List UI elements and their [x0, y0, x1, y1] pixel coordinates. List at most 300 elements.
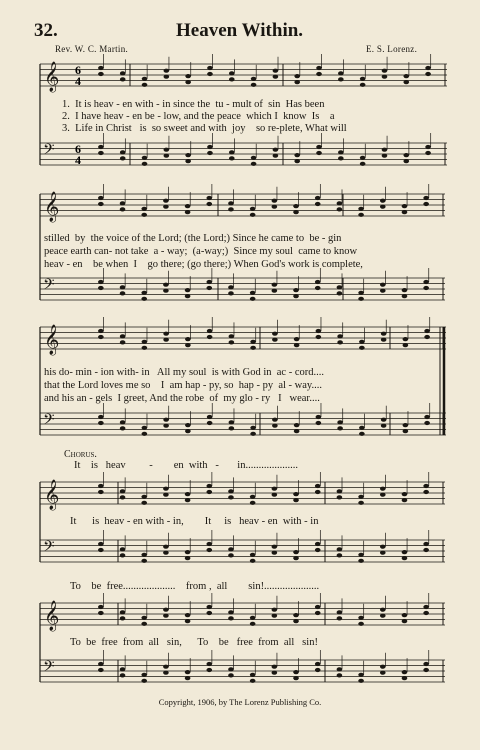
note-head [163, 205, 169, 209]
note-head [98, 145, 104, 149]
note-head [163, 418, 169, 422]
note-head [142, 156, 148, 160]
note-head [315, 484, 321, 488]
note-head [185, 343, 191, 347]
hymn-number: 32. [34, 20, 58, 41]
note-head [250, 501, 256, 505]
note-head [206, 196, 212, 200]
note-head [98, 662, 104, 666]
note-head [120, 673, 126, 677]
note-head [402, 619, 408, 623]
note-head [272, 199, 278, 203]
note-head [402, 556, 408, 560]
note-head [358, 291, 364, 295]
note-head [163, 289, 169, 293]
note-head [382, 148, 388, 152]
chorus-label: Chorus. [64, 449, 97, 460]
hymn-title: Heaven Within. [176, 20, 304, 41]
note-head [250, 291, 256, 295]
note-head [316, 415, 322, 419]
note-head [185, 153, 191, 157]
note-head [98, 548, 104, 552]
note-head [163, 551, 169, 555]
note-head [360, 83, 366, 87]
note-head [163, 608, 169, 612]
note-head [315, 548, 321, 552]
note-head [381, 424, 387, 428]
chorus-line-1-upper: It is heav - en with - in.................... [74, 460, 298, 471]
note-head [358, 213, 364, 217]
note-head [380, 671, 386, 675]
note-head [403, 337, 409, 341]
time-signature-top: 6 [75, 142, 81, 156]
note-head [163, 338, 169, 342]
time-signature-bottom: 4 [75, 153, 81, 167]
note-head [273, 75, 279, 79]
note-head [382, 154, 388, 158]
note-head [293, 492, 299, 496]
note-head [380, 608, 386, 612]
note-head [120, 156, 126, 160]
note-head [272, 205, 278, 209]
note-head [337, 616, 343, 620]
note-head [163, 424, 169, 428]
note-head [293, 210, 299, 214]
note-head [293, 556, 299, 560]
note-head [316, 329, 322, 333]
note-head [402, 492, 408, 496]
note-head [164, 154, 170, 158]
note-head [120, 71, 126, 75]
note-head [207, 415, 213, 419]
note-head [315, 286, 321, 290]
note-head [382, 69, 388, 73]
note-head [358, 297, 364, 301]
verse-2-line-3: that the Lord loves me so I am hap - py, so hap - py al - way.... [44, 380, 322, 391]
note-head [402, 204, 408, 208]
note-head [402, 613, 408, 617]
verse-3-line-3: and his an - gels I greet, And the robe of my glo - ry I wear.... [44, 393, 320, 404]
note-head [293, 619, 299, 623]
note-head [360, 162, 366, 166]
note-head [423, 542, 429, 546]
note-head [315, 280, 321, 284]
note-head [423, 548, 429, 552]
note-head [229, 420, 235, 424]
note-head [337, 201, 343, 205]
note-head [315, 542, 321, 546]
note-head [206, 490, 212, 494]
note-head [142, 346, 148, 350]
note-head [98, 286, 104, 290]
note-head [185, 423, 191, 427]
note-head [98, 611, 104, 615]
verse-1-line-2: stilled by the voice of the Lord; (the Lord;) Since he came to be - gin [44, 233, 342, 244]
note-head [293, 288, 299, 292]
note-head [424, 421, 430, 425]
note-head [337, 426, 343, 430]
note-head [141, 297, 147, 301]
note-head [358, 207, 364, 211]
note-head [185, 613, 191, 617]
note-head [120, 616, 126, 620]
note-head [293, 613, 299, 617]
note-head [380, 614, 386, 618]
bass-clef-icon: 𝄢 [43, 141, 55, 162]
note-head [185, 429, 191, 433]
note-head [98, 490, 104, 494]
note-head [120, 553, 126, 557]
note-head [403, 153, 409, 157]
note-head [98, 484, 104, 488]
note-head [293, 294, 299, 298]
note-head [403, 80, 409, 84]
note-head [206, 286, 212, 290]
note-head [250, 207, 256, 211]
note-head [337, 285, 343, 289]
note-head [402, 294, 408, 298]
note-head [272, 665, 278, 669]
note-head [98, 605, 104, 609]
note-head [402, 288, 408, 292]
note-head [229, 334, 235, 338]
note-head [98, 151, 104, 155]
note-head [141, 553, 147, 557]
note-head [206, 542, 212, 546]
note-head [424, 335, 430, 339]
note-head [185, 550, 191, 554]
note-head [294, 337, 300, 341]
note-head [250, 297, 256, 301]
note-head [425, 151, 431, 155]
note-head [141, 559, 147, 563]
note-head [228, 207, 234, 211]
note-head [207, 66, 213, 70]
note-head [337, 673, 343, 677]
note-head [250, 673, 256, 677]
treble-clef-icon: 𝄞 [44, 192, 60, 222]
note-head [163, 665, 169, 669]
note-head [163, 545, 169, 549]
note-head [294, 80, 300, 84]
note-head [380, 487, 386, 491]
note-head [402, 498, 408, 502]
note-head [293, 676, 299, 680]
note-head [120, 291, 126, 295]
note-head [272, 487, 278, 491]
verse-1-line-3: his do- min - ion with- in All my soul is with God in ac - cord.... [44, 367, 324, 378]
note-head [337, 547, 343, 551]
note-head [98, 72, 104, 76]
note-head [206, 202, 212, 206]
note-head [141, 207, 147, 211]
note-head [337, 420, 343, 424]
note-head [163, 487, 169, 491]
note-head [403, 423, 409, 427]
author-credit: Rev. W. C. Martin. [55, 44, 129, 54]
note-head [402, 550, 408, 554]
verse-3-line-1: 3. Life in Christ is so sweet and with joy so re-plete, What will [62, 123, 347, 134]
note-head [425, 145, 431, 149]
note-head [272, 283, 278, 287]
note-head [185, 74, 191, 78]
note-head [272, 418, 278, 422]
note-head [98, 66, 104, 70]
note-head [228, 610, 234, 614]
note-head [423, 286, 429, 290]
note-head [229, 426, 235, 430]
note-head [337, 610, 343, 614]
note-head [272, 614, 278, 618]
chorus-line-1-lower: It is heav - en with - in, It is heav - en with - in [70, 516, 319, 527]
note-head [164, 69, 170, 73]
note-head [425, 66, 431, 70]
note-head [316, 66, 322, 70]
note-head [251, 156, 257, 160]
note-head [141, 495, 147, 499]
note-head [185, 294, 191, 298]
note-head [120, 150, 126, 154]
note-head [185, 288, 191, 292]
note-head [163, 283, 169, 287]
note-head [163, 493, 169, 497]
note-head [293, 550, 299, 554]
note-head [402, 676, 408, 680]
note-head [337, 334, 343, 338]
note-head [164, 148, 170, 152]
note-head [358, 495, 364, 499]
note-head [250, 340, 256, 344]
note-head [98, 280, 104, 284]
note-head [120, 547, 126, 551]
copyright-notice: Copyright, 1906, by The Lorenz Publishing Co. [158, 697, 322, 707]
note-head [229, 77, 235, 81]
note-head [403, 429, 409, 433]
note-head [120, 334, 126, 338]
note-head [359, 346, 365, 350]
note-head [423, 662, 429, 666]
note-head [207, 151, 213, 155]
note-head [164, 75, 170, 79]
note-head [185, 676, 191, 680]
note-head [185, 204, 191, 208]
note-head [206, 280, 212, 284]
bass-clef-icon: 𝄢 [43, 538, 55, 559]
note-head [337, 495, 343, 499]
note-head [120, 77, 126, 81]
note-head [358, 616, 364, 620]
note-head [206, 548, 212, 552]
note-head [228, 547, 234, 551]
note-head [185, 556, 191, 560]
note-head [228, 673, 234, 677]
note-head [228, 616, 234, 620]
note-head [273, 148, 279, 152]
note-head [185, 670, 191, 674]
note-head [207, 72, 213, 76]
verse-1-line-1: 1. It is heav - en with - in since the tu - mult of sin Has been [62, 99, 325, 110]
note-head [338, 77, 344, 81]
note-head [423, 668, 429, 672]
note-head [402, 670, 408, 674]
note-head [358, 559, 364, 563]
note-head [272, 493, 278, 497]
note-head [228, 495, 234, 499]
note-head [250, 426, 256, 430]
note-head [272, 671, 278, 675]
note-head [403, 343, 409, 347]
note-head [250, 553, 256, 557]
note-head [141, 501, 147, 505]
time-signature-bottom: 4 [75, 74, 81, 88]
note-head [424, 415, 430, 419]
note-head [98, 542, 104, 546]
note-head [338, 150, 344, 154]
note-head [425, 72, 431, 76]
note-head [380, 545, 386, 549]
note-head [163, 199, 169, 203]
verse-2-line-1: 2. I have heav - en be - low, and the peace which I know Is a [62, 111, 335, 122]
note-head [359, 426, 365, 430]
note-head [358, 501, 364, 505]
note-head [98, 196, 104, 200]
note-head [380, 493, 386, 497]
note-head [229, 150, 235, 154]
note-head [228, 285, 234, 289]
note-head [358, 679, 364, 683]
note-head [250, 346, 256, 350]
note-head [359, 340, 365, 344]
note-head [316, 151, 322, 155]
note-head [207, 335, 213, 339]
note-head [338, 156, 344, 160]
treble-clef-icon: 𝄞 [44, 325, 60, 355]
note-head [424, 329, 430, 333]
note-head [423, 611, 429, 615]
note-head [293, 204, 299, 208]
note-head [207, 421, 213, 425]
verse-2-line-2: peace earth can- not take a - way; (a-way;) Since my soul came to know [44, 246, 358, 257]
note-head [359, 432, 365, 436]
treble-clef-icon: 𝄞 [44, 480, 60, 510]
note-head [142, 77, 148, 81]
note-head [360, 156, 366, 160]
note-head [206, 662, 212, 666]
note-head [228, 553, 234, 557]
note-head [380, 199, 386, 203]
note-head [120, 420, 126, 424]
note-head [403, 159, 409, 163]
note-head [163, 332, 169, 336]
note-head [142, 426, 148, 430]
note-head [250, 622, 256, 626]
note-head [316, 145, 322, 149]
note-head [316, 335, 322, 339]
note-head [98, 668, 104, 672]
note-head [185, 210, 191, 214]
note-head [272, 338, 278, 342]
note-head [250, 495, 256, 499]
note-head [228, 201, 234, 205]
note-head [382, 75, 388, 79]
note-head [250, 432, 256, 436]
chorus-line-2-upper: To be free.................... from , all sin!..................... [70, 581, 320, 592]
note-head [141, 616, 147, 620]
note-head [380, 283, 386, 287]
note-head [380, 665, 386, 669]
note-head [272, 608, 278, 612]
note-head [423, 280, 429, 284]
note-head [120, 285, 126, 289]
note-head [185, 619, 191, 623]
note-head [423, 196, 429, 200]
note-head [294, 343, 300, 347]
note-head [251, 77, 257, 81]
note-head [316, 72, 322, 76]
bass-clef-icon: 𝄢 [43, 276, 55, 297]
note-head [141, 679, 147, 683]
note-head [120, 207, 126, 211]
note-head [206, 611, 212, 615]
note-head [250, 616, 256, 620]
note-head [207, 145, 213, 149]
note-head [380, 289, 386, 293]
note-head [141, 622, 147, 626]
note-head [337, 489, 343, 493]
note-head [141, 213, 147, 217]
note-head [229, 156, 235, 160]
note-head [120, 201, 126, 205]
note-head [294, 423, 300, 427]
note-head [142, 83, 148, 87]
note-head [98, 329, 104, 333]
note-head [381, 332, 387, 336]
note-head [142, 432, 148, 436]
note-head [229, 340, 235, 344]
note-head [120, 495, 126, 499]
note-head [423, 490, 429, 494]
note-head [120, 340, 126, 344]
note-head [294, 153, 300, 157]
note-head [423, 484, 429, 488]
note-head [250, 679, 256, 683]
note-head [381, 338, 387, 342]
note-head [207, 329, 213, 333]
note-head [358, 553, 364, 557]
note-head [98, 415, 104, 419]
composer-credit: E. S. Lorenz. [366, 44, 418, 54]
note-head [228, 291, 234, 295]
treble-clef-icon: 𝄞 [44, 601, 60, 631]
note-head [315, 196, 321, 200]
note-head [337, 291, 343, 295]
note-head [120, 426, 126, 430]
note-head [402, 210, 408, 214]
note-head [337, 553, 343, 557]
note-head [358, 622, 364, 626]
note-head [315, 605, 321, 609]
note-head [272, 289, 278, 293]
note-head [337, 340, 343, 344]
note-head [423, 605, 429, 609]
note-head [293, 498, 299, 502]
note-head [272, 332, 278, 336]
note-head [315, 490, 321, 494]
note-head [294, 159, 300, 163]
note-head [250, 213, 256, 217]
note-head [98, 335, 104, 339]
note-head [163, 614, 169, 618]
